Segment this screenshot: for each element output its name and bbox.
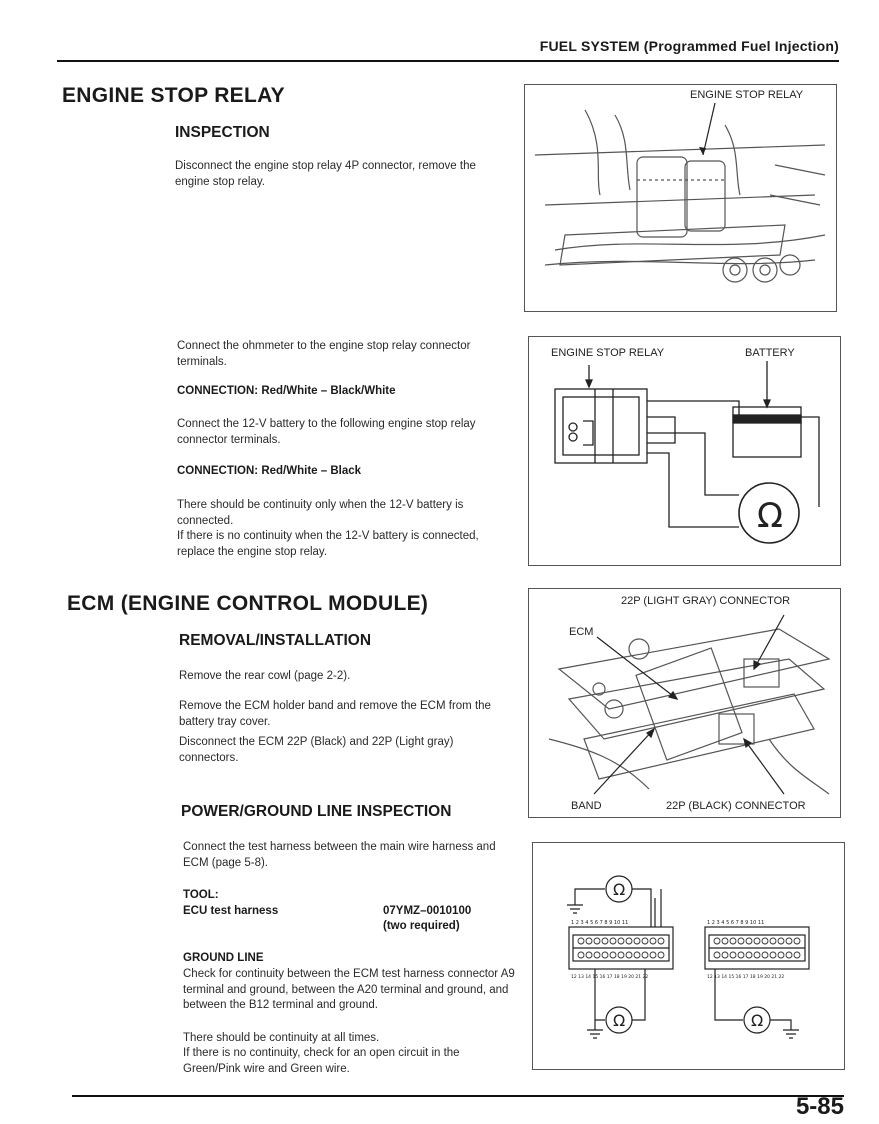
header-rule xyxy=(57,60,839,62)
fig2-label-relay: ENGINE STOP RELAY xyxy=(551,347,665,359)
fig3-label-band: BAND xyxy=(571,800,602,812)
running-header: FUEL SYSTEM (Programmed Fuel Injection) xyxy=(539,38,839,54)
left-connector-bottom-numbers: 12 13 14 15 16 17 18 19 20 21 22 xyxy=(571,975,649,980)
fig3-label-black-connector: 22P (BLACK) CONNECTOR xyxy=(666,800,806,812)
relay-test-circuit xyxy=(529,337,840,565)
tool-number: 07YMZ–0010100 xyxy=(383,905,472,917)
section-title-ecm: ECM (ENGINE CONTROL MODULE) xyxy=(67,592,429,615)
engine-stop-relay-photo xyxy=(524,84,837,312)
right-connector-bottom-numbers: 12 13 14 15 16 17 18 19 20 21 22 xyxy=(707,975,785,980)
section-title-engine-stop-relay: ENGINE STOP RELAY xyxy=(62,84,285,107)
ground-line-test-diagram xyxy=(532,842,845,1070)
ohmmeter-paragraph: Connect the ohmmeter to the engine stop relay connector terminals. xyxy=(177,340,471,368)
removal-heading: REMOVAL/INSTALLATION xyxy=(179,632,372,649)
ohm-symbol: Ω xyxy=(757,496,783,536)
fig3-label-gray-connector: 22P (LIGHT GRAY) CONNECTOR xyxy=(621,595,791,607)
tool-quantity: (two required) xyxy=(383,920,460,932)
connection-label-2: CONNECTION: Red/White – Black xyxy=(177,465,362,477)
inspection-paragraph: Disconnect the engine stop relay 4P connector, remove the engine stop relay. xyxy=(175,160,476,188)
ground-line-open-circuit: If there is no continuity, check for an open circuit in the Green/Pink wire and Green wire. xyxy=(183,1047,460,1075)
removal-paragraph-2: Remove the ECM holder band and remove the ECM from the battery tray cover. xyxy=(179,700,491,728)
continuity-paragraph: There should be continuity only when the 12-V battery is connected. xyxy=(177,499,464,527)
relay-photo-illustration xyxy=(525,85,836,311)
ground-line-continuity: There should be continuity at all times. xyxy=(183,1032,380,1044)
relay-test-circuit-diagram xyxy=(528,336,841,566)
replace-paragraph: If there is no continuity when the 12-V battery is connected, replace the engine stop relay. xyxy=(177,530,479,558)
ground-line-heading: GROUND LINE xyxy=(183,952,264,964)
fig1-label-relay: ENGINE STOP RELAY xyxy=(690,89,804,101)
right-connector-top-numbers: 1 2 3 4 5 6 7 8 9 10 11 xyxy=(707,920,765,926)
ohm-symbol-bottom-right: Ω xyxy=(751,1011,764,1030)
power-ground-heading: POWER/GROUND LINE INSPECTION xyxy=(181,803,452,820)
removal-paragraph-1: Remove the rear cowl (page 2-2). xyxy=(179,670,351,682)
tool-name: ECU test harness xyxy=(183,905,279,917)
battery-paragraph: Connect the 12-V battery to the following engine stop relay connector terminals. xyxy=(177,418,476,446)
left-connector-top-numbers: 1 2 3 4 5 6 7 8 9 10 11 xyxy=(571,920,629,926)
connection-label-1: CONNECTION: Red/White – Black/White xyxy=(177,385,396,397)
footer-rule xyxy=(72,1095,844,1097)
ecm-photo-illustration xyxy=(529,589,840,817)
fig3-label-ecm: ECM xyxy=(569,626,594,638)
tool-label: TOOL: xyxy=(183,889,219,901)
ground-line-diagram xyxy=(533,843,844,1069)
fig2-label-battery: BATTERY xyxy=(745,347,795,359)
ground-line-paragraph: Check for continuity between the ECM test harness connector A9 terminal and ground, between the A20 terminal and ground, and between the B12 terminal and ground. xyxy=(183,968,515,1011)
inspection-heading: INSPECTION xyxy=(175,124,270,141)
ecm-location-photo xyxy=(528,588,841,818)
test-harness-paragraph: Connect the test harness between the main wire harness and ECM (page 5-8). xyxy=(183,841,496,869)
page-number: 5-85 xyxy=(795,1093,844,1120)
ohm-symbol-top: Ω xyxy=(613,880,626,899)
ohm-symbol-bottom-left: Ω xyxy=(613,1011,626,1030)
removal-paragraph-3: Disconnect the ECM 22P (Black) and 22P (Light gray) connectors. xyxy=(179,736,454,764)
